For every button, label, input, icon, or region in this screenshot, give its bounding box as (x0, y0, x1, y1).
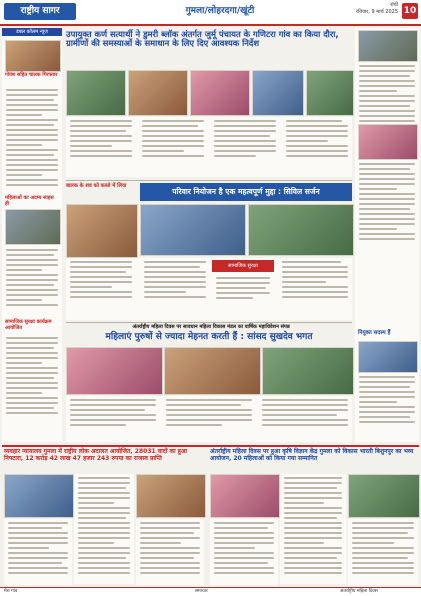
main-story-text (66, 117, 352, 177)
main-photo-3 (190, 70, 250, 116)
womens-photo-1 (66, 347, 163, 395)
bottom-right-text-2 (210, 519, 278, 585)
bottom-left-text (74, 474, 134, 584)
left-photo-1 (5, 40, 61, 72)
left-mid-headline: महिलाओं का अदम्य साहस ही (5, 195, 54, 207)
womens-headline: महिलाएं पुरुषों से ज्यादा मेहनत करती हैं : सांसद सुखदेव भगत (105, 332, 313, 342)
footer-right-tab: अंतर्राष्ट्रीय महिला दिवस (340, 589, 378, 594)
right-photo-2 (358, 124, 418, 160)
bottom-left-headline: व्यवहार न्यायालय गुमला में राष्ट्रीय लोक अदालत आयोजित, 28031 वादों का हुआ निपटारा, 12 करोड़ 42 लाख 47 हजार 243 रुपया का राजस्व प्राप्ति (4, 448, 188, 462)
masthead (0, 0, 421, 26)
dateline (348, 2, 398, 22)
bottom-photo-4 (348, 474, 420, 518)
bottom-photo-3 (210, 474, 280, 518)
center-box: सामाजिक सुरक्षा (212, 260, 274, 272)
bottom-right-headline: अंतर्राष्ट्रीय महिला दिवस पर हुआ कृषि विज्ञान केंद्र गुमला को विकास भारती बिशुनपुर का भव्य आयोजन, 20 महिलाओं को किया गया सम्मानित (210, 448, 414, 462)
right-photo-3 (358, 341, 418, 373)
left-text-block-3 (2, 334, 62, 417)
family-planning-banner: परिवार नियोजन है एक महत्वपूर्ण मुद्दा : सिविल सर्जन (140, 183, 352, 201)
left-mid2-headline: बालक के शव को कब्जे में लिया (66, 183, 127, 189)
main-photo-5 (306, 70, 354, 116)
dateline-date: रविवार, 9 मार्च 2025 (356, 9, 398, 15)
main-photo-4 (252, 70, 304, 116)
right-text-block-1 (355, 62, 419, 125)
main-photo-2 (128, 70, 188, 116)
footer-left-tab: मेरा गांव (4, 589, 18, 594)
right-text-block-2 (355, 160, 419, 243)
left-photo-2 (5, 209, 61, 245)
brand-logo: राष्ट्रीय सागर (4, 3, 76, 20)
family-photo-2 (140, 204, 246, 256)
left-lower-headline: सामाजिक सुरक्षा कार्यक्रम आयोजित (5, 319, 52, 331)
family-photo-1 (66, 204, 138, 258)
bottom-right-text-3 (348, 519, 418, 585)
womens-kicker: अंतर्राष्ट्रीय महिला दिवस पर सावधान महिला विकास मंडल का वार्षिक महाधिवेशन संपन्न (132, 324, 290, 330)
main-photo-1 (66, 70, 126, 116)
section-title: गुमला/लोहरदगा/खूंटी (185, 6, 255, 16)
footer-center: समाचार (195, 589, 208, 594)
dateline-city: रांची (390, 2, 398, 8)
left-top-headline: गोवंश सहित चालक गिरफ्तार (5, 72, 58, 78)
womens-photo-3 (262, 347, 354, 395)
bottom-right-text (280, 474, 346, 584)
divider-womens (66, 322, 352, 323)
right-photo-1 (358, 30, 418, 62)
left-text-block-1 (2, 86, 62, 189)
family-photo-3 (248, 204, 354, 256)
bottom-left-text-3 (136, 519, 204, 585)
bottom-photo-1 (4, 474, 74, 518)
bottom-photo-2 (136, 474, 206, 518)
left-tag: डबल कॉलम न्यूज (2, 28, 62, 36)
right-text-block-3 (355, 373, 419, 426)
bottom-left-text-2 (4, 519, 72, 585)
left-column (2, 28, 62, 442)
left-text-block-2 (2, 246, 62, 309)
main-headline: उपायुक्त कर्ण सत्यार्थी ने डुमरी ब्लॉक अंतर्गत जुर्मू पंचायत के गणिटरा गांव का किया दौरा, ग्रामीणों की समस्याओं के समाधान के लिए दिए आवश्यक निर्देश (66, 29, 339, 49)
womens-story-text (66, 396, 352, 442)
womens-photo-2 (164, 347, 261, 395)
divider-bottom (2, 445, 419, 447)
right-column (355, 28, 419, 442)
family-story-text (66, 258, 352, 320)
page-number: 10 (402, 3, 418, 19)
right-lower-headline: नियुक्त सदस्य हैं (358, 330, 391, 336)
divider-family (66, 180, 352, 181)
